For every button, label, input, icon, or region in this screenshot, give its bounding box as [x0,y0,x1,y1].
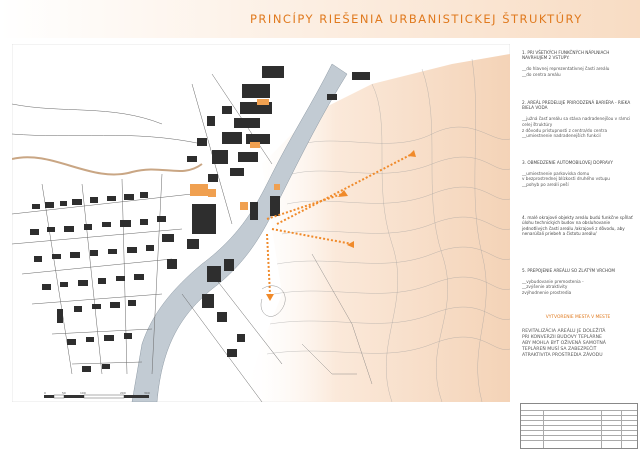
conclusion-text: REVITALIZÁCIA AREÁLU JE DOLEŽITÁ PRI KONVERZII BUDOVY TEPLÁRNE ABY MOHLA BYŤ OŽIVENÁ SAMOTNÁ TEPLÁREŇ MUSÍ SA ZABEZPEČIŤ ATRAKTIVITA PROSTREDIA ZÁVODU [522,329,606,358]
title-block-row [521,435,637,436]
title-block-row [521,420,637,421]
note-1-body: __do hlavnej reprezentatívnej časti areálu __do centra areálu [522,66,610,77]
urban-map [12,44,510,402]
note-2-heading: 2. AREÁL PREDELUJE PRIRODZENÁ BARIÉRA - RIEKA BIELA VODA [522,99,631,111]
note-2 [522,94,634,139]
note-5-heading: 5. PREPOJENIE AREÁLU SO ZLATÝM VRCHOM [522,267,615,273]
section-label: VYTVORENIE MESTA V MESTE [545,315,611,320]
scale-bar [44,385,154,404]
scale-label-200: 200 [120,391,126,395]
scale-label-100: 100 [80,391,86,395]
title-block-row [521,425,637,426]
note-1-heading: 1. PRI VŠETKÝCH FUNKČNÝCH NÁPLNIACH NAVRHUJEM 2 VSTUPY: [522,49,610,61]
note-4-heading: 4. malé okrajové objekty areálu budú funkčne spĺňať úlohu technických budov na obsluhovanie jednotlivých častí areálu /akrajové z dôvodu, aby nenarúšali priebeh a čistotu areálu/ [522,214,633,237]
scale-graphic [44,394,154,400]
scale-label-50: 50 [62,391,66,395]
title-block-row [521,410,637,411]
note-3-heading: 3. OBMEDZENIE AUTOMOBILOVEJ DOPRAVY [522,159,613,165]
principles-notes [522,44,634,384]
note-4 [522,209,634,248]
note-5-body: __vybudovanie premostenia - __zvýšenie atraktivity zvýhodnenie prostredia [522,278,584,295]
note-3 [522,154,634,188]
scale-label-0: 0 [44,391,46,395]
title-block [520,403,638,449]
title-block-row [521,430,637,431]
note-1 [522,44,634,78]
scale-label-300: 300 [144,391,150,395]
note-3-body: __umiestnenie parkoviska domu v bezprostrednej blízkosti druhého vstupu __pohyb po areáli peší [522,170,610,187]
title-block-divider [621,410,622,448]
title-block-divider [601,410,602,448]
note-5 [522,262,634,296]
note-2-body: __južná časť areálu sa stáva nadradenejšou v rámci celej štruktúry z dôvodu prístupnosti z centra/do centra __umiestnenie nadradenejších funkcií [522,116,631,139]
title-bar [0,0,640,38]
title-block-row [521,440,637,441]
title-block-row [521,415,637,416]
title-block-divider [543,410,544,448]
sheet-title: PRINCÍPY RIEŠENIA URBANISTICKEJ ŠTRUKTÚRY [250,12,583,26]
